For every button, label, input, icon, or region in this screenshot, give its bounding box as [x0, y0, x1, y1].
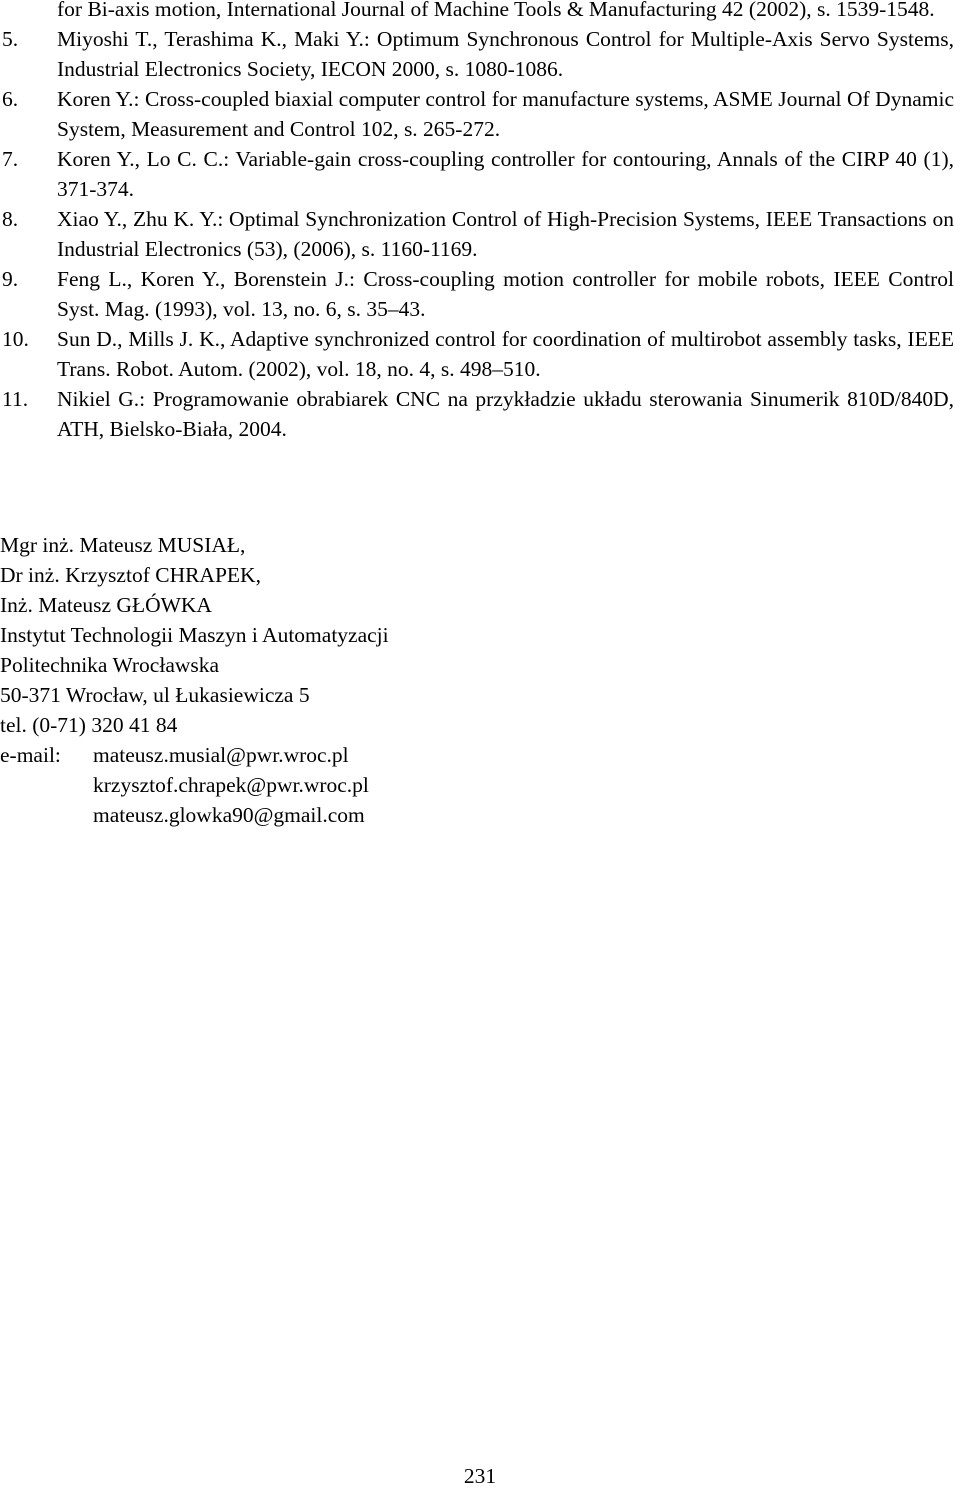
reference-text: Koren Y., Lo C. C.: Variable-gain cross-coupling controller for contouring, Annals of the CIRP 40 (1), 371-374.: [57, 147, 954, 201]
reference-item: [0, 324, 960, 384]
reference-item: [0, 24, 960, 84]
reference-number: 6.: [2, 87, 19, 111]
email-label: e-mail:: [0, 743, 61, 767]
reference-item: [0, 144, 960, 204]
email-address[interactable]: mateusz.glowka90@gmail.com: [93, 803, 365, 827]
reference-number: 7.: [2, 147, 19, 171]
reference-number: 10.: [2, 327, 29, 351]
affiliation-line: Politechnika Wrocławska: [0, 653, 220, 677]
reference-item: [0, 264, 960, 324]
email-row: [0, 800, 700, 830]
reference-number: 9.: [2, 267, 19, 291]
reference-number: 11.: [2, 387, 29, 411]
reference-list: [0, 0, 960, 444]
author-line: Dr inż. Krzysztof CHRAPEK,: [0, 563, 261, 587]
author-line: Mgr inż. Mateusz MUSIAŁ,: [0, 533, 246, 557]
reference-text: Nikiel G.: Programowanie obrabiarek CNC na przykładzie układu sterowania Sinumerik 810D/840D, ATH, Bielsko-Biała, 2004.: [57, 387, 954, 441]
affiliation-line: Instytut Technologii Maszyn i Automatyzacji: [0, 623, 389, 647]
reference-item: [0, 384, 960, 444]
author-line: Inż. Mateusz GŁÓWKA: [0, 593, 212, 617]
reference-item: [0, 84, 960, 144]
reference-text: Sun D., Mills J. K., Adaptive synchronized control for coordination of multirobot assembly tasks, IEEE Trans. Robot. Autom. (2002), vol. 18, no. 4, s. 498–510.: [57, 327, 954, 381]
email-address[interactable]: mateusz.musial@pwr.wroc.pl: [93, 743, 349, 767]
email-row: [0, 740, 700, 770]
email-row: [0, 770, 700, 800]
email-address[interactable]: krzysztof.chrapek@pwr.wroc.pl: [93, 773, 369, 797]
reference-text: for Bi-axis motion, International Journal of Machine Tools & Manufacturing 42 (2002), s. 1539-1548.: [57, 0, 935, 21]
phone-line: tel. (0-71) 320 41 84: [0, 713, 178, 737]
reference-text: Miyoshi T., Terashima K., Maki Y.: Optimum Synchronous Control for Multiple-Axis Servo Systems, Industrial Electronics Society, IECON 2000, s. 1080-1086.: [57, 27, 954, 81]
author-info: [0, 530, 700, 830]
page-number: 231: [463, 1464, 497, 1488]
reference-text: Xiao Y., Zhu K. Y.: Optimal Synchronization Control of High-Precision Systems, IEEE Transactions on Industrial Electronics (53), (2006), s. 1160-1169.: [57, 207, 954, 261]
reference-text: Feng L., Koren Y., Borenstein J.: Cross-coupling motion controller for mobile robots, IEEE Control Syst. Mag. (1993), vol. 13, no. 6, s. 35–43.: [57, 267, 954, 321]
reference-number: 5.: [2, 27, 19, 51]
reference-item: [0, 204, 960, 264]
address-line: 50-371 Wrocław, ul Łukasiewicza 5: [0, 683, 310, 707]
reference-text: Koren Y.: Cross-coupled biaxial computer control for manufacture systems, ASME Journal Of Dynamic System, Measurement and Control 102, s. 265-272.: [57, 87, 954, 141]
reference-number: 8.: [2, 207, 19, 231]
reference-item: [0, 0, 960, 24]
